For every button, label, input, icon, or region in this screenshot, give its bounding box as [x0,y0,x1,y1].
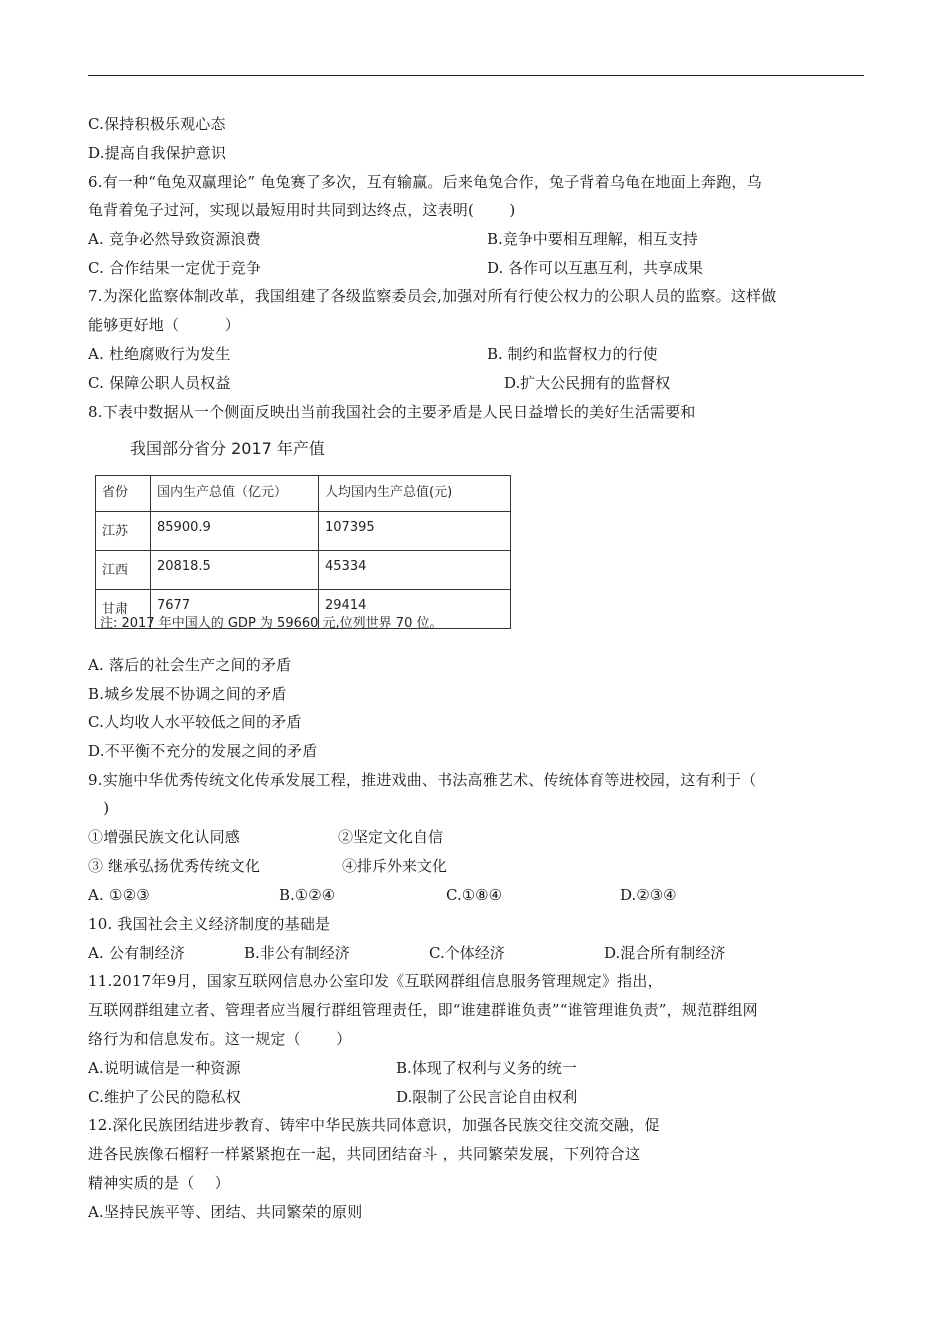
q11-option-a: A.说明诚信是一种资源 [88,1059,241,1077]
q10-option-c: C.个体经济 [429,944,505,962]
q10-option-a: A. 公有制经济 [88,944,185,962]
table-header-cell: 国内生产总值（亿元） [151,476,319,512]
q9-statement-2: ②坚定文化自信 [338,828,444,846]
q7-option-b: B. 制约和监督权力的行使 [487,345,658,363]
q8-option-c: C.人均收人水平较低之间的矛盾 [88,713,302,731]
table-row [96,551,511,590]
q9-option-b: B.①②④ [279,886,336,904]
q10-stem: 10. 我国社会主义经济制度的基础是 [88,915,331,933]
q6-stem-line-1: 6.有一种“龟兔双赢理论” 龟兔赛了多次，互有输赢。后来龟兔合作，兔子背着乌龟在地面上奔跑，乌 [88,173,762,191]
q6-stem-line-2: 龟背着兔子过河，实现以最短用时共同到达终点，这表明( ) [88,201,516,219]
q8-option-d: D.不平衡不充分的发展之间的矛盾 [88,742,318,760]
table-cell: 45334 [319,551,511,590]
q7-option-c: C. 保障公职人员权益 [88,374,231,392]
q7-stem-line-1: 7.为深化监察体制改革，我国组建了各级监察委员会,加强对所有行使公权力的公职人员的监察。这样做 [88,287,777,305]
table-cell: 7677 [151,590,319,629]
q12-option-a: A.坚持民族平等、团结、共同繁荣的原则 [88,1203,363,1221]
table-note: 注: 2017 年中国人的 GDP 为 59660 元,位列世界 70 位。 [100,616,443,631]
table-cell: 甘肃 [96,590,151,629]
table-header-cell: 省份 [96,476,151,512]
q11-stem-line-2: 互联网群组建立者、管理者应当履行群组管理责任，即“谁建群谁负责”“谁管理谁负责”，规范群组网 [88,1001,758,1019]
q6-option-d: D. 各作可以互惠互利，共享成果 [487,259,704,277]
q9-option-c: C.①⑧④ [446,886,503,904]
q10-option-d: D.混合所有制经济 [604,944,726,962]
q7-option-d: D.扩大公民拥有的监督权 [504,374,671,392]
q11-stem-line-3: 络行为和信息发布。这一规定（ ） [88,1030,352,1048]
q9-statement-4: ④排斥外来文化 [342,857,448,875]
table-row [96,512,511,551]
table-cell: 29414 [319,590,511,629]
q5-option-c: C.保持积极乐观心态 [88,115,226,133]
q9-stem-line-1: 9.实施中华优秀传统文化传承发展工程，推进戏曲、书法高雅艺术、传统体育等进校园，这有利于（ [88,771,757,789]
q7-option-a: A. 杜绝腐败行为发生 [88,345,231,363]
table-title: 我国部分省分 2017 年产值 [130,439,325,458]
q9-option-d: D.②③④ [620,886,677,904]
q8-option-a: A. 落后的社会生产之间的矛盾 [88,656,292,674]
q12-stem-line-2: 进各民族像石榴籽一样紧紧抱在一起，共同团结奋斗 ，共同繁荣发展，下列符合这 [88,1145,641,1163]
q6-option-c: C. 合作结果一定优于竞争 [88,259,262,277]
q11-option-c: C.维护了公民的隐私权 [88,1088,241,1106]
top-rule [88,75,864,76]
q11-stem-line-1: 11.2017年9月，国家互联网信息办公室印发《互联网群组信息服务管理规定》指出， [88,972,663,990]
q6-option-a: A. 竞争必然导致资源浪费 [88,230,261,248]
table-header-cell: 人均国内生产总值(元) [319,476,511,512]
table-cell: 江西 [96,551,151,590]
q9-option-a: A. ①②③ [88,886,150,904]
q9-statement-3: ③ 继承弘扬优秀传统文化 [88,857,261,875]
q8-option-b: B.城乡发展不协调之间的矛盾 [88,685,287,703]
table-cell: 江苏 [96,512,151,551]
q9-statement-1: ①增强民族文化认同感 [88,828,241,846]
q12-stem-line-3: 精神实质的是（ ） [88,1174,230,1192]
q7-stem-line-2: 能够更好地（ ） [88,316,241,334]
table-cell: 85900.9 [151,512,319,551]
q9-stem-line-2: ) [88,799,110,817]
gdp-table [95,475,511,629]
q12-stem-line-1: 12.深化民族团结进步教育、铸牢中华民族共同体意识，加强各民族交往交流交融，促 [88,1116,660,1134]
q6-option-b: B.竞争中要相互理解，相互支持 [487,230,698,248]
table-cell: 107395 [319,512,511,551]
table-cell: 20818.5 [151,551,319,590]
q10-option-b: B.非公有制经济 [244,944,350,962]
table-header-row [96,476,511,512]
q5-option-d: D.提高自我保护意识 [88,144,227,162]
q11-option-d: D.限制了公民言论自由权利 [396,1088,578,1106]
q8-stem: 8.下表中数据从一个侧面反映出当前我国社会的主要矛盾是人民日益增长的美好生活需要和 [88,403,696,421]
q11-option-b: B.体现了权利与义务的统一 [396,1059,577,1077]
